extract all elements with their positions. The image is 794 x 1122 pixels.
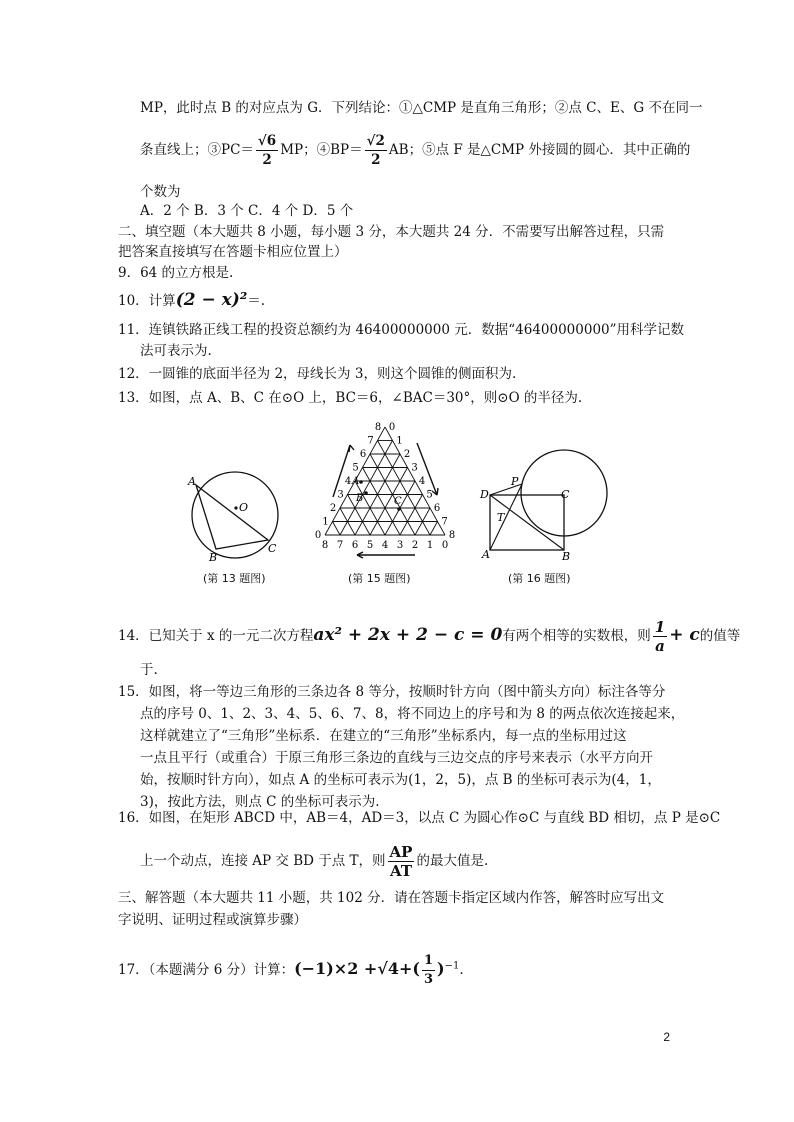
q17-paren-open: ( <box>412 959 420 978</box>
q17-sqrt: √4 <box>377 959 399 978</box>
q17-fraction-num: 1 <box>422 952 435 971</box>
q17-plus: + <box>398 959 413 978</box>
q12-text: 12．一圆锥的底面半径为 2，母线长为 3，则这个圆锥的侧面积为. <box>118 366 517 382</box>
fig15-left-number: 2 <box>329 503 337 514</box>
fig15-bottom-number: 6 <box>351 540 359 551</box>
fig15-right-number: 3 <box>411 462 418 474</box>
fig15-right-number: 6 <box>433 503 441 514</box>
q17-part-a: 17．（本题满分 6 分）计算： <box>118 962 295 978</box>
q8-line-2-part-c: AB；⑤点 F 是△CMP 外接圆的圆心．其中正确的 <box>388 142 691 158</box>
q14-line-2: 于. <box>140 662 158 678</box>
fig15-left-number: 5 <box>352 462 359 474</box>
fig15-grid-line <box>370 468 408 536</box>
q16-part-a: 上一个动点，连接 AP 交 BD 于点 T，则 <box>140 853 386 869</box>
q15-line-6: 3)，按此方法，则点 C 的坐标可表示为. <box>140 794 380 810</box>
fig13-label-a: A <box>188 475 196 488</box>
q8-fraction-2-num: √2 <box>366 133 385 149</box>
fig13-label-o: O <box>239 501 249 514</box>
q8-line-2-part-b: MP；④BP＝ <box>280 142 363 158</box>
q16-part-b: 的最大值是. <box>416 853 489 869</box>
fig15-bottom-number: 7 <box>336 540 344 551</box>
q14-fraction <box>653 618 667 655</box>
q8-options: A．2 个 B．3 个 C．4 个 D．5 个 <box>140 203 354 219</box>
q10-expression: (2 − x)² <box>175 290 248 310</box>
fig15-bottom-number: 2 <box>411 540 419 551</box>
fig15-right-number: 2 <box>403 449 411 460</box>
q8-line-1: MP，此时点 B 的对应点为 G．下列结论：①△CMP 是直角三角形；②点 C、E、G 不在同一 <box>140 100 703 116</box>
figure-13-caption: (第 13 题图) <box>203 572 266 585</box>
fig13-label-c: C <box>268 542 277 555</box>
fig15-left-number: 4 <box>344 476 352 487</box>
q16-line-1: 16．如图，在矩形 ABCD 中，AB＝4，AD＝3，以点 C 为圆心作⊙C 与直线 BD 相切，点 P 是⊙C <box>118 810 721 826</box>
q17-text <box>118 952 464 989</box>
q8-line-2-part-a: 条直线上；③PC＝ <box>140 142 254 158</box>
fig15-right-number: 8 <box>448 530 456 541</box>
q8-fraction-2 <box>365 132 387 169</box>
fig16-label-t: T <box>497 511 505 524</box>
q16-fraction-num: AP <box>389 843 413 861</box>
fig15-left-number: 7 <box>367 435 374 447</box>
q11-line-1: 11．连镇铁路正线工程的投资总额约为 46400000000 元．数据“46400000000”用科学记数 <box>118 322 685 338</box>
q16-fraction-den: AT <box>390 862 412 880</box>
figure-16-caption: (第 16 题图) <box>508 572 571 585</box>
page-number: 2 <box>663 1030 670 1044</box>
q8-line-2 <box>140 132 690 169</box>
figure-13 <box>180 465 290 565</box>
fig16-label-b: B <box>562 550 571 563</box>
figure-15-caption: (第 15 题图) <box>348 572 411 585</box>
fig15-arrow-left-head <box>349 445 354 452</box>
q10-text <box>118 290 265 311</box>
q16-fraction <box>388 843 415 880</box>
q14-equation: ax² + 2x + 2 − c = 0 <box>313 625 503 645</box>
fig15-left-number: 3 <box>337 489 344 501</box>
q15-line-4: 一点且平行（或重合）于原三角形三条边的直线与三边交点的序号来表示（水平方向开 <box>140 750 653 766</box>
fig15-bottom-number: 4 <box>381 540 389 551</box>
q15-line-1: 15．如图，将一等边三角形的三条边各 8 等分，按顺时针方向（图中箭头方向）标注各等分 <box>118 684 666 700</box>
fig15-right-number: 7 <box>441 516 448 528</box>
fig15-arrow-right <box>417 443 437 495</box>
fig15-label-c: C <box>394 496 402 507</box>
fig15-grid-line <box>333 522 341 536</box>
section2-header-1: 二、填空题（本大题共 8 小题，每小题 3 分，本大题共 24 分．不需要写出解答过程，只需 <box>118 224 665 240</box>
q17-fraction-den: 3 <box>423 972 433 987</box>
fig15-point-c <box>397 507 401 511</box>
fig13-triangle <box>196 485 268 549</box>
q8-line-3: 个数为 <box>140 184 181 200</box>
q17-exponent: −1 <box>444 960 460 972</box>
fig15-bottom-number: 3 <box>396 540 404 551</box>
fig15-right-number: 4 <box>418 476 426 487</box>
fig13-label-b: B <box>209 551 218 564</box>
q15-line-5: 始，按顺时针方向），如点 A 的坐标可表示为(1，2，5)，点 B 的坐标可表示为(4，1， <box>140 772 661 788</box>
figure-16 <box>478 445 613 565</box>
fig16-label-a: A <box>482 548 490 561</box>
q8-fraction-2-den: 2 <box>371 152 381 168</box>
fig15-right-number: 1 <box>396 435 403 447</box>
fig15-left-number: 0 <box>314 530 322 541</box>
q14-line-1 <box>118 618 740 655</box>
fig16-label-p: P <box>511 475 519 488</box>
q15-line-3: 这样就建立了“三角形”坐标系．在建立的“三角形”坐标系内，每一点的坐标用过这 <box>140 728 627 744</box>
q16-line-2 <box>140 843 488 880</box>
section3-header-1: 三、解答题（本大题共 11 小题，共 102 分．请在答题卡指定区域内作答，解答时应写出文 <box>118 890 665 906</box>
fig15-right-number: 5 <box>426 489 433 501</box>
q17-end: . <box>459 962 464 978</box>
q11-line-2: 法可表示为. <box>140 343 212 359</box>
q14-part-b: 有两个相等的实数根，则 <box>502 628 651 644</box>
fig15-right-number: 0 <box>388 422 396 433</box>
q9-text: 9．64 的立方根是. <box>118 265 234 281</box>
fig15-point-b <box>364 491 368 495</box>
fig15-bottom-number: 1 <box>426 540 434 551</box>
fig15-grid-line <box>430 522 438 536</box>
q17-fraction <box>422 952 435 989</box>
q15-line-2: 点的序号 0、1、2、3、4、5、6、7、8，将不同边上的序号和为 8 的两点依次连接起来， <box>140 706 685 722</box>
q10-part-b: ＝. <box>247 293 266 309</box>
fig15-point-a <box>359 480 363 484</box>
fig13-center-point <box>234 506 237 509</box>
q14-fraction-den: a <box>655 637 665 655</box>
q17-paren-close: ) <box>437 959 445 978</box>
fig15-grid-line <box>340 441 393 536</box>
section3-header-2: 字说明、证明过程或演算步骤） <box>118 912 307 928</box>
fig15-left-number: 1 <box>322 516 329 528</box>
fig16-label-c: C <box>561 488 570 501</box>
q10-part-a: 10．计算 <box>118 293 176 309</box>
figure-15 <box>305 415 465 565</box>
q14-plus-c: + c <box>669 625 700 645</box>
fig15-bottom-number: 8 <box>321 540 329 551</box>
fig15-label-a: A <box>352 476 360 487</box>
fig15-left-number: 6 <box>359 449 367 460</box>
fig15-left-number: 8 <box>374 422 382 433</box>
fig15-bottom-number: 0 <box>441 540 449 551</box>
q13-text: 13．如图，点 A、B、C 在⊙O 上，BC＝6，∠BAC＝30°，则⊙O 的半径为. <box>118 390 583 406</box>
q14-part-a: 14．已知关于 x 的一元二次方程 <box>118 628 314 644</box>
fig15-triangle-grid <box>325 427 448 535</box>
fig16-label-d: D <box>480 488 489 501</box>
q14-part-d: 的值等 <box>699 628 741 644</box>
section2-header-2: 把答案直接填写在答题卡相应位置上） <box>118 244 348 260</box>
fig15-bottom-number: 5 <box>366 540 374 551</box>
fig15-label-b: B <box>356 493 364 504</box>
q17-expression-1: (−1)×2 + <box>294 959 378 978</box>
q8-fraction-1-num: √6 <box>257 133 277 149</box>
q14-fraction-num: 1 <box>654 618 666 636</box>
q8-fraction-1 <box>256 132 278 169</box>
q8-fraction-1-den: 2 <box>262 152 272 168</box>
